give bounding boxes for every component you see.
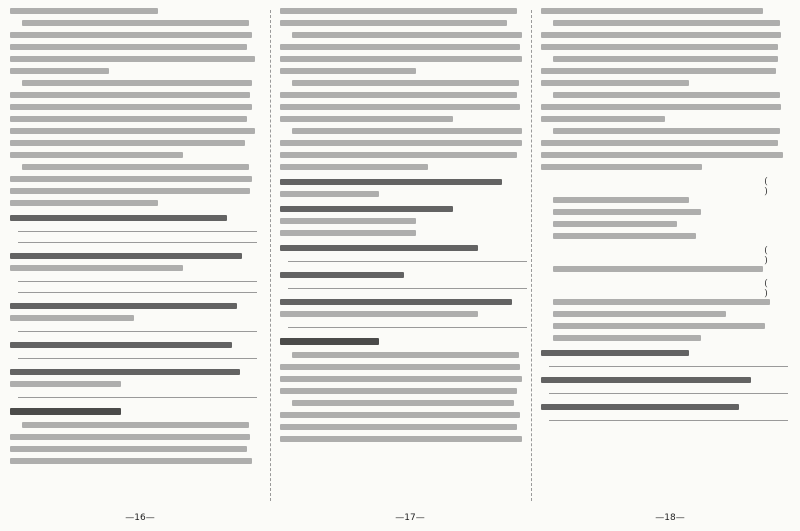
answer-blank[interactable]: ( ) [764, 245, 778, 266]
answer-blank[interactable]: ( ) [764, 176, 778, 197]
page-number: —18— [655, 513, 685, 523]
page-number: —17— [395, 513, 425, 523]
column-divider [531, 10, 532, 501]
answer-blank[interactable]: ( ) [764, 278, 778, 299]
page-number: —16— [125, 513, 155, 523]
page-18-column [541, 8, 788, 508]
page-17-column [280, 8, 527, 508]
page-16-column [10, 8, 257, 508]
column-divider [270, 10, 271, 501]
question-2-choice-row [541, 245, 788, 266]
question-3-choice-row [541, 278, 788, 299]
question-1-choice-row [541, 176, 788, 197]
